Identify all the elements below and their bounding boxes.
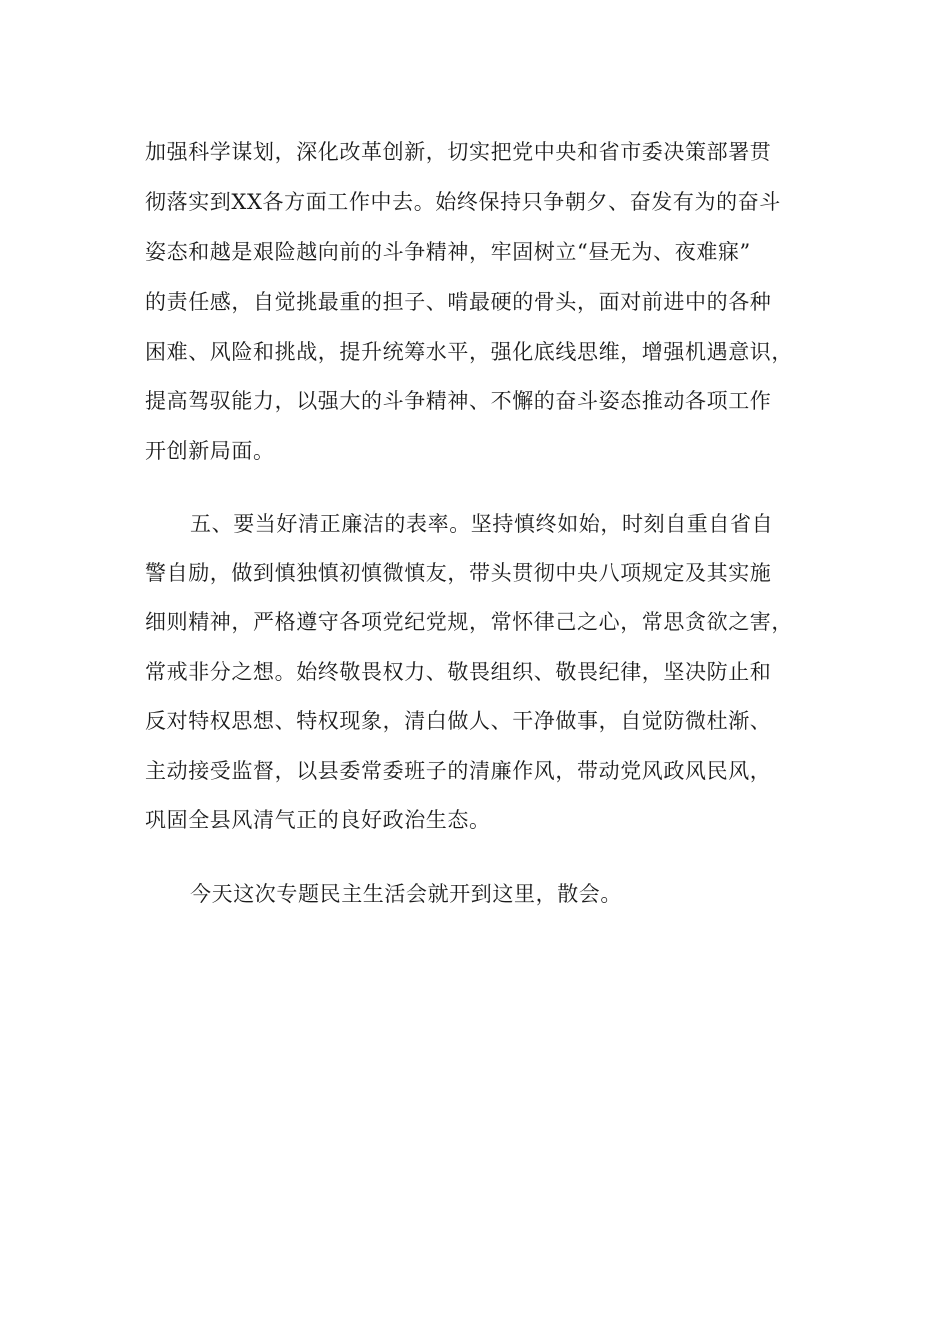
text-line: 姿态和越是艰险越向前的斗争精神，牢固树立“昼无为、夜难寐”	[145, 240, 751, 264]
text-line: 彻落实到XX各方面工作中去。始终保持只争朝夕、奋发有为的奋斗	[145, 190, 781, 214]
text-line: 的责任感，自觉挑最重的担子、啃最硬的骨头，面对前进中的各种	[145, 290, 772, 314]
text-line: 常戒非分之想。始终敬畏权力、敬畏组织、敬畏纪律，坚决防止和	[145, 660, 772, 684]
text-line: 主动接受监督，以县委常委班子的清廉作风，带动党风政风民风，	[145, 759, 772, 783]
text-line: 困难、风险和挑战，提升统筹水平，强化底线思维，增强机遇意识，	[145, 340, 793, 364]
text-line: 警自励，做到慎独慎初慎微慎友，带头贯彻中央八项规定及其实施	[145, 561, 772, 585]
text-line: 五、要当好清正廉洁的表率。坚持慎终如始，时刻自重自省自	[190, 512, 774, 536]
text-line: 细则精神，严格遵守各项党纪党规，常怀律己之心，常思贪欲之害，	[145, 610, 793, 634]
text-line: 提高驾驭能力，以强大的斗争精神、不懈的奋斗姿态推动各项工作	[145, 389, 772, 413]
text-line: 开创新局面。	[145, 439, 275, 463]
text-line: 加强科学谋划，深化改革创新，切实把党中央和省市委决策部署贯	[145, 140, 772, 164]
text-line: 今天这次专题民主生活会就开到这里，散会。	[190, 882, 622, 906]
text-line: 巩固全县风清气正的良好政治生态。	[145, 808, 491, 832]
text-line: 反对特权思想、特权现象，清白做人、干净做事，自觉防微杜渐、	[145, 709, 772, 733]
